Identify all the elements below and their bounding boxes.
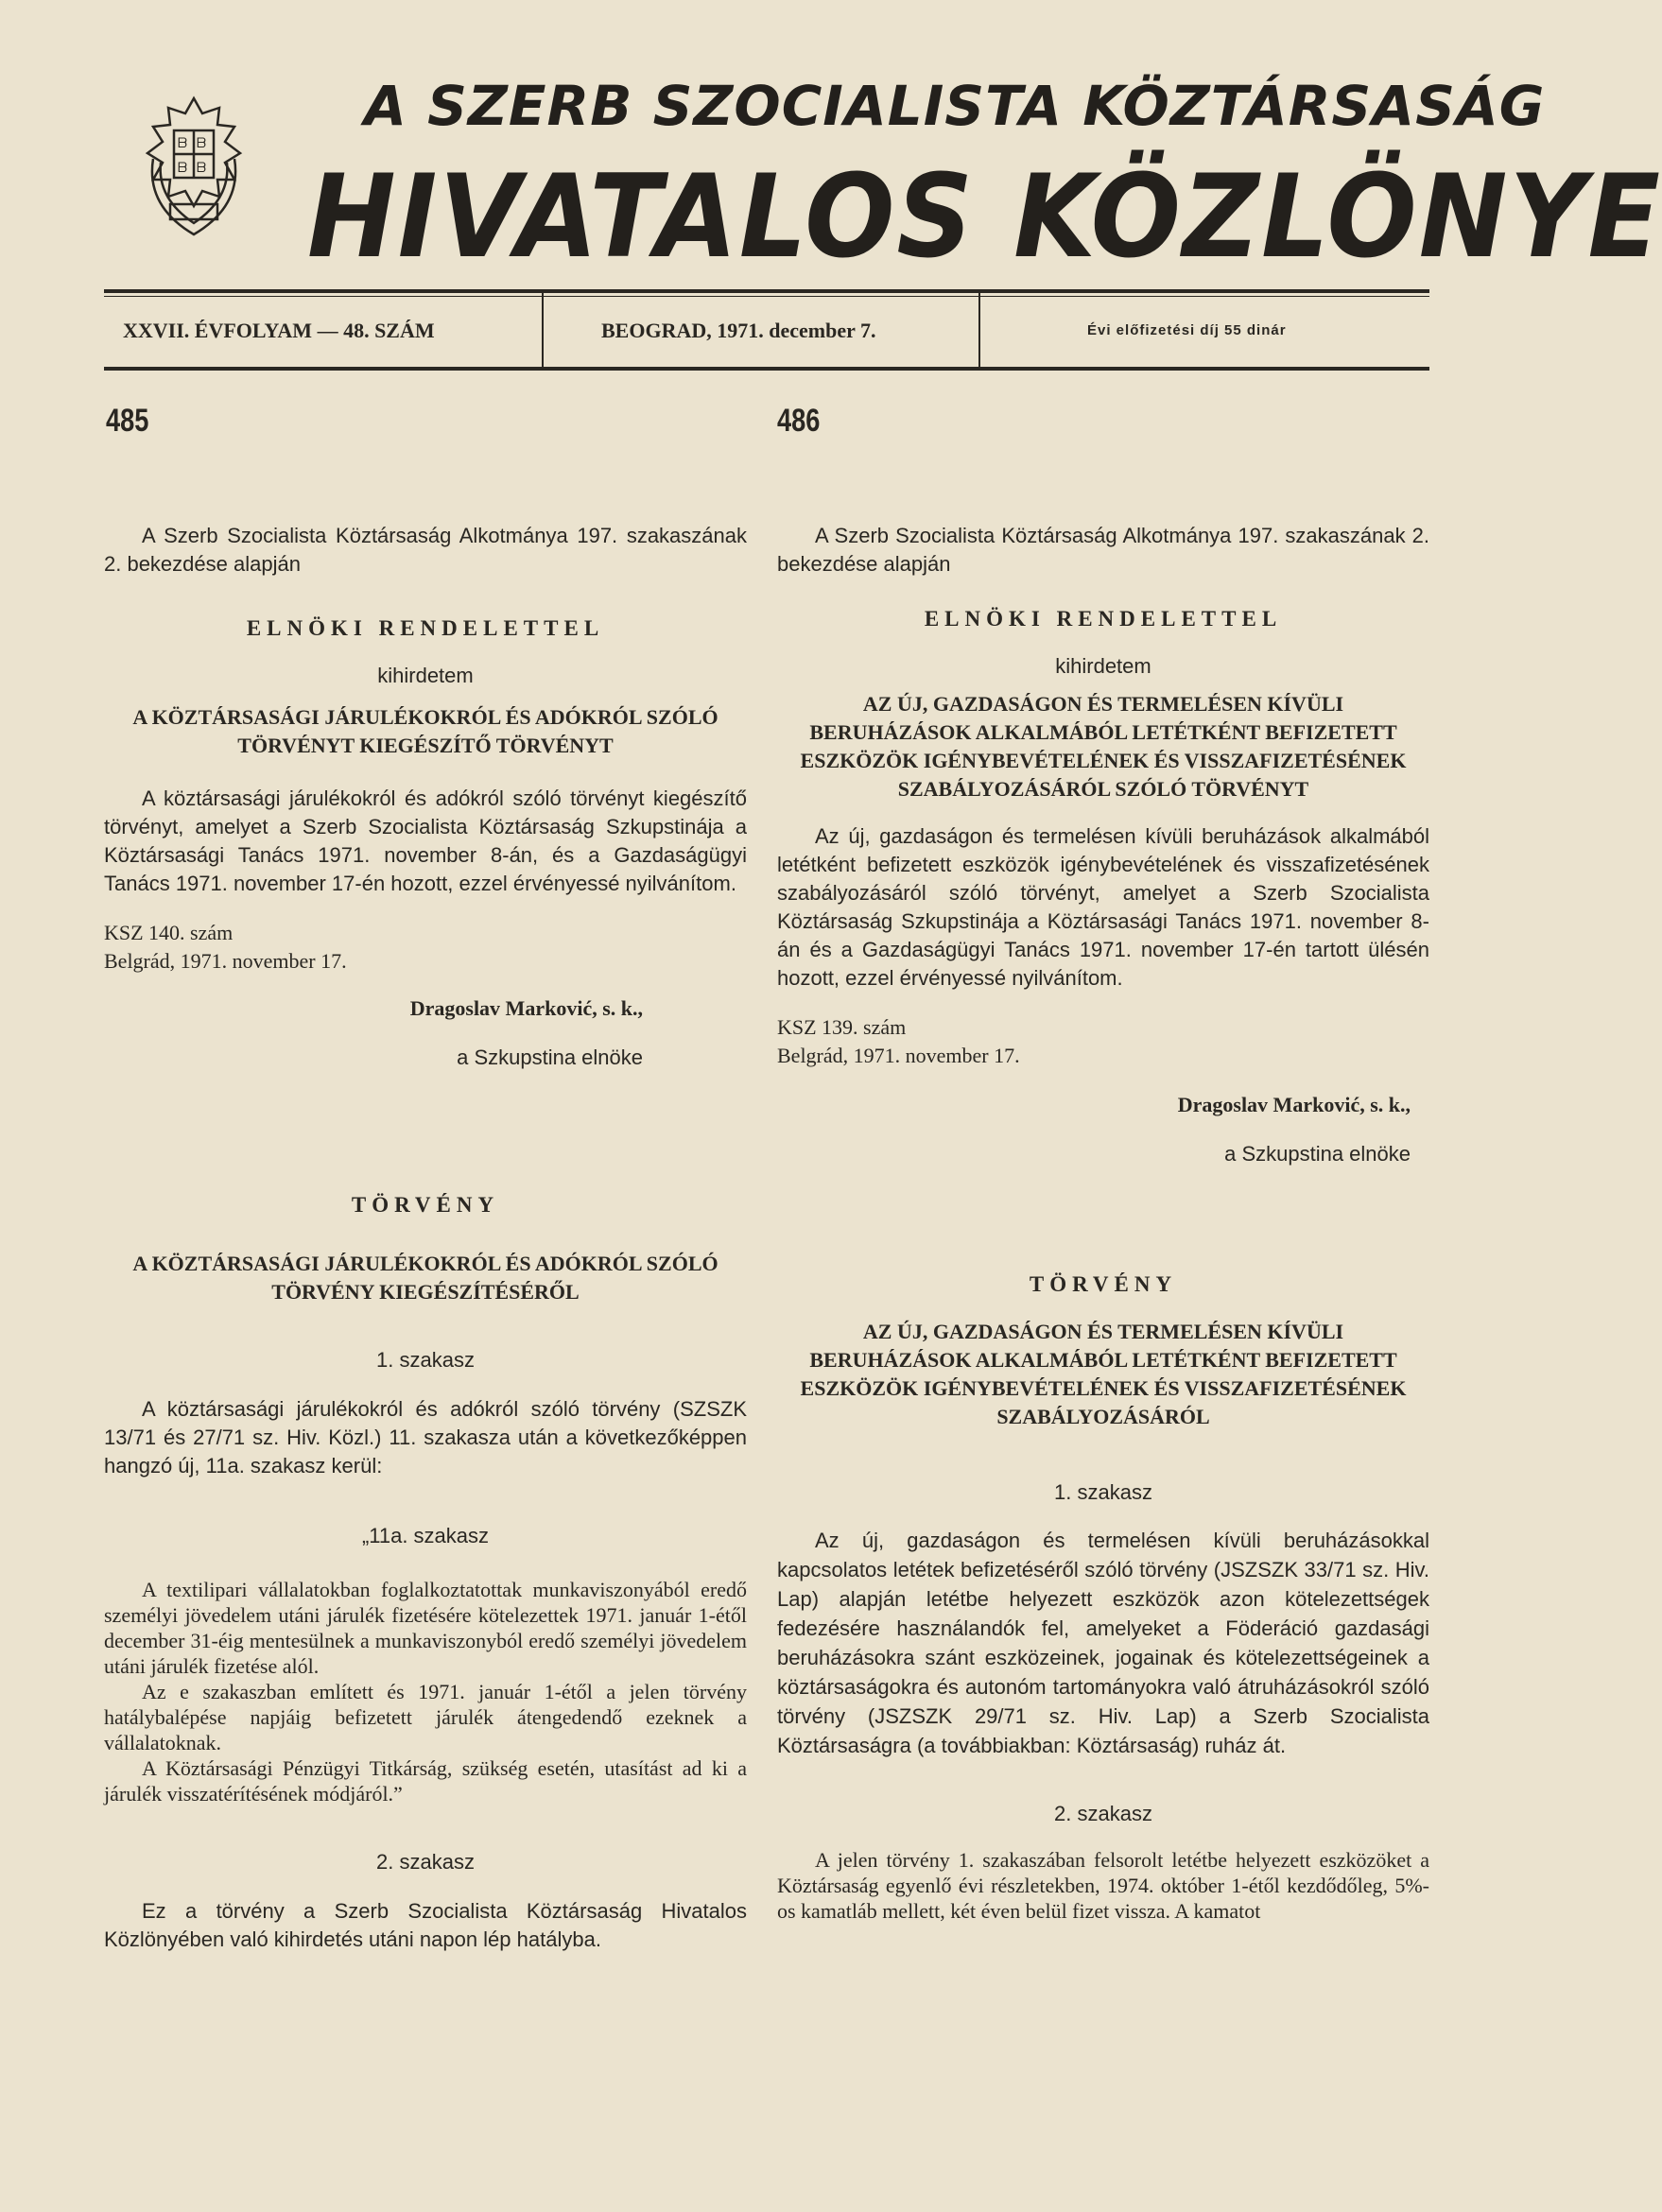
header-divider-1: [542, 289, 544, 371]
left-place-date: Belgrád, 1971. november 17.: [104, 949, 347, 973]
left-s11a-p1: A textilipari vállalatokban foglalkoztatottak munkaviszonyából eredő személyi jövedelem utáni járulék fizetésére kötelezettek 1971. január 1-étől december 31-éig mentesülnek a munkaviszonyból eredő személyi jövedelem utáni járulék fizetése alól.: [104, 1578, 747, 1678]
svg-text:ᗷ: ᗷ: [197, 161, 207, 176]
header-top-rule: [104, 289, 1429, 293]
right-intro: A Szerb Szocialista Köztársaság Alkotmánya 197. szakaszának 2. bekezdése alapján: [777, 524, 1429, 576]
right-s2-text: A jelen törvény 1. szakaszában felsorolt letétbe helyezett eszközöket a Köztársaság egyenlő évi részletekben, 1974. október 1-étől kezdődőleg, 5%-os kamatláb mellett, két éven belül fizet vissza. A kamatot: [777, 1848, 1429, 1923]
issue-place-date: BEOGRAD, 1971. december 7.: [601, 319, 876, 342]
left-decree-heading: ELNÖKI RENDELETTEL: [246, 616, 605, 640]
left-law-title: A KÖZTÁRSASÁGI JÁRULÉKOKRÓL ÉS ADÓKRÓL SZÓLÓ TÖRVÉNYT KIEGÉSZÍTŐ TÖRVÉNYT: [132, 705, 718, 757]
right-signer-name: Dragoslav Marković, s. k.,: [1177, 1093, 1411, 1116]
header-divider-2: [978, 289, 980, 371]
right-column: [777, 501, 1429, 1924]
coat-of-arms-emblem: [132, 93, 255, 244]
left-announce: kihirdetem: [377, 664, 474, 687]
svg-text:ᗷ: ᗷ: [197, 136, 207, 151]
right-ksz: KSZ 139. szám: [777, 1015, 907, 1039]
left-s11a-p2: Az e szakaszban említett és 1971. január 1-étől a jelen törvény hatálybalépése napjáig befizetett járulék átengedendő ezeknek a vállalatoknak.: [104, 1680, 747, 1754]
left-s11a-p3: A Köztársasági Pénzügyi Titkárság, szükség esetén, utasítást ad ki a járulék visszatérítésének módjáról.”: [104, 1756, 747, 1806]
right-announce: kihirdetem: [1055, 654, 1151, 678]
page-number-right: 486: [777, 403, 821, 439]
right-s2-heading: 2. szakasz: [1054, 1802, 1152, 1825]
right-place-date: Belgrád, 1971. november 17.: [777, 1044, 1020, 1067]
page-number-left: 485: [106, 403, 149, 439]
left-signer: [104, 994, 747, 1023]
left-s11a-heading: „11a. szakasz: [361, 1524, 490, 1547]
left-s2-heading: 2. szakasz: [376, 1850, 475, 1874]
left-s1-text: A köztársasági járulékokról és adókról szóló törvény (SZSZK 13/71 és 27/71 sz. Hiv. Közl.) 11. szakasza után a következőképpen hangzó új, 11a. szakasz kerül:: [104, 1397, 747, 1478]
left-signer-role: a Szkupstina elnöke: [457, 1046, 643, 1069]
right-s1-heading: 1. szakasz: [1054, 1480, 1152, 1504]
left-signer-name: Dragoslav Marković, s. k.,: [409, 996, 643, 1020]
right-decree-heading: ELNÖKI RENDELETTEL: [924, 607, 1283, 631]
left-s2-text: Ez a törvény a Szerb Szocialista Köztársaság Hivatalos Közlönyében való kihirdetés utáni napon lép hatályba.: [104, 1899, 747, 1951]
subscription-fee: Évi előfizetési díj 55 dinár: [1087, 322, 1287, 338]
left-s1-heading: 1. szakasz: [376, 1348, 475, 1372]
left-intro: A Szerb Szocialista Köztársaság Alkotmánya 197. szakaszának 2. bekezdése alapján: [104, 524, 747, 576]
masthead-title: HIVATALOS KÖZLÖNYE: [307, 151, 1662, 285]
right-torveny-title: AZ ÚJ, GAZDASÁGON ÉS TERMELÉSEN KÍVÜLI BERUHÁZÁSOK ALKALMÁBÓL LETÉTKÉNT BEFIZETETT ESZKÖZÖK IGÉNYBEVÉTELÉNEK ÉS VISSZAFIZETÉSÉNEK SZABÁLYOZÁSÁRÓL: [800, 1320, 1407, 1428]
right-torveny-heading: TÖRVÉNY: [1029, 1272, 1178, 1296]
svg-text:ᗷ: ᗷ: [178, 161, 188, 176]
svg-text:ᗷ: ᗷ: [178, 136, 188, 151]
header-top-rule-thin: [104, 296, 1429, 297]
header-bottom-rule: [104, 367, 1429, 371]
right-proclamation: Az új, gazdaságon és termelésen kívüli beruházások alkalmából letétként befizetett eszközök igénybevételének és visszafizetésének szabályozásáról szóló törvényt, amelyet a Szerb Szocialista Köztársaság Szkupstinája a Köztársasági Tanács 1971. november 8-án és a Gazdaságügyi Tanács 1971. november 17-én tartott ülésén hozott, ezzel érvényessé nyilvánítom.: [777, 824, 1429, 990]
right-signer: [777, 1091, 1429, 1119]
issue-volume: XXVII. ÉVFOLYAM — 48. SZÁM: [123, 319, 435, 342]
right-s1-text: Az új, gazdaságon és termelésen kívüli beruházásokkal kapcsolatos letétek befizetéséről szóló törvény (JSZSZK 33/71 sz. Hiv. Lap) alapján letétbe helyezett eszközök azon kötelezettségek fedezésére használandók fel, amelyeket a Föderáció gazdasági beruházásokra szánt eszközeinek, jogainak és kötelezettségeinek a köztársaságokra és autonóm tartományokra való átruházásokról szóló törvény (JSZSZK 29/71 sz. Hiv. Lap) a Szerb Szocialista Köztársaságra (a továbbiakban: Köztársaság) ruház át.: [777, 1529, 1429, 1757]
left-torveny-title: A KÖZTÁRSASÁGI JÁRULÉKOKRÓL ÉS ADÓKRÓL SZÓLÓ TÖRVÉNY KIEGÉSZÍTÉSÉRŐL: [132, 1252, 718, 1304]
left-column: [104, 501, 747, 1975]
left-torveny-heading: TÖRVÉNY: [351, 1193, 500, 1217]
left-ksz: KSZ 140. szám: [104, 921, 234, 944]
right-law-title: AZ ÚJ, GAZDASÁGON ÉS TERMELÉSEN KÍVÜLI BERUHÁZÁSOK ALKALMÁBÓL LETÉTKÉNT BEFIZETETT ESZKÖZÖK IGÉNYBEVÉTELÉNEK ÉS VISSZAFIZETÉSÉNEK SZABÁLYOZÁSÁRÓL SZÓLÓ TÖRVÉNYT: [800, 692, 1407, 801]
masthead-republic-name: A SZERB SZOCIALISTA KÖZTÁRSASÁG: [364, 74, 1546, 138]
left-proclamation: A köztársasági járulékokról és adókról szóló törvényt kiegészítő törvényt, amelyet a Szerb Szocialista Köztársaság Szkupstinája a Köztársasági Tanács 1971. november 8-án, és a Gazdaságügyi Tanács 1971. november 17-én hozott, ezzel érvényessé nyilvánítom.: [104, 786, 747, 895]
right-signer-role: a Szkupstina elnöke: [1224, 1142, 1411, 1166]
